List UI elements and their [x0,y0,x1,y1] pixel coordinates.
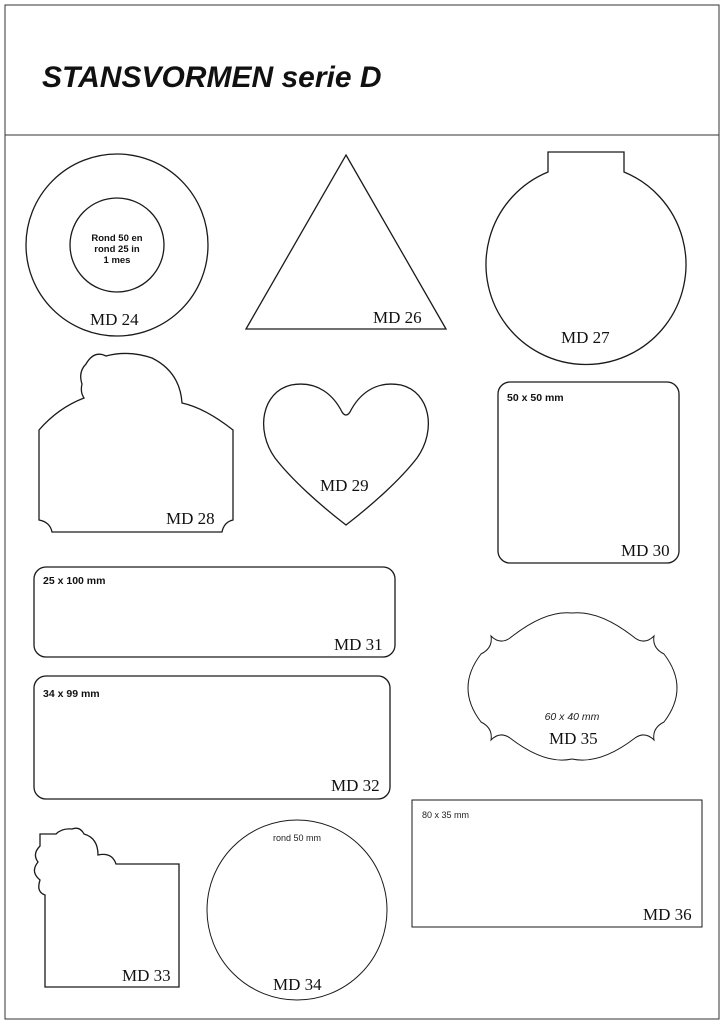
md36-dimensions: 80 x 35 mm [422,810,470,820]
md31-dimensions: 25 x 100 mm [43,575,106,587]
md32-code: MD 32 [331,776,380,795]
md24-note-line-1: Rond 50 en [91,233,143,244]
md29-code: MD 29 [320,476,369,495]
die-md34 [207,820,387,1000]
heart-shape [264,384,429,525]
md34-code: MD 34 [273,975,322,994]
md34-dimensions: rond 50 mm [272,833,322,843]
md24-note-line-3: 1 mes [103,255,131,266]
die-md24 [26,154,208,336]
md27-code: MD 27 [561,328,610,347]
tag-shape [34,828,179,987]
md26-code: MD 26 [373,308,422,327]
md24-code: MD 24 [90,310,139,329]
md32-dimensions: 34 x 99 mm [43,688,100,700]
md30-dimensions: 50 x 50 mm [507,392,564,404]
die-md28 [39,353,233,532]
circle-shape [207,820,387,1000]
die-md31 [34,567,395,657]
die-md32 [34,676,390,799]
md30-code: MD 30 [621,541,670,560]
die-md35 [468,613,677,760]
md24-note-line-2: rond 25 in [94,244,140,255]
md36-code: MD 36 [643,905,692,924]
die-md26 [246,155,446,329]
die-md36 [412,800,702,927]
square-shape [498,382,679,563]
die-md33 [34,828,179,987]
die-md30 [498,382,679,563]
md35-code: MD 35 [549,729,598,748]
md28-code: MD 28 [166,509,215,528]
md35-dimensions: 60 x 40 mm [544,711,600,723]
triangle-shape [246,155,446,329]
md31-code: MD 31 [334,635,383,654]
page-title: STANSVORMEN serie D [42,61,382,94]
die-md27 [486,152,686,364]
die-md29 [264,384,429,525]
md33-code: MD 33 [122,966,171,985]
cake-shape [39,353,233,532]
